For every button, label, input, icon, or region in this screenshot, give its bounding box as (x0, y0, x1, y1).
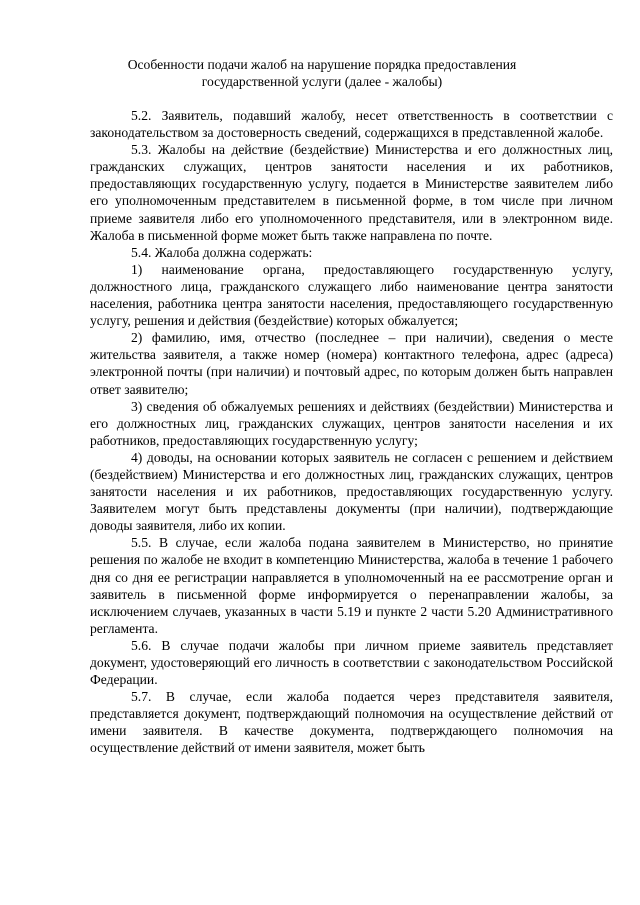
paragraph-5-7: 5.7. В случае, если жалоба подается через представителя заявителя, представляется документ, подтверждающий полномочия на осуществление действий от имени заявителя. В качестве документа, подтверждающего полномочия на осуществление действий от имени заявителя, может быть (90, 689, 613, 756)
paragraph-5-5: 5.5. В случае, если жалоба подана заявителем в Министерство, но принятие решения по жалобе не входит в компетенцию Министерства, жалоба в течение 1 рабочего дня со дня ее регистрации направляется в уполномоченный на ее рассмотрение орган и заявитель в письменной форме информируется о перенаправлении жалобы, за исключением случаев, указанных в части 5.19 и пункте 2 части 5.20 Административного регламента. (90, 535, 613, 636)
document-body (90, 107, 613, 757)
paragraph-5-2: 5.2. Заявитель, подавший жалобу, несет ответственность в соответствии с законодательством за достоверность сведений, содержащихся в представленной жалобе. (90, 108, 613, 141)
list-item-3: 3) сведения об обжалуемых решениях и действиях (бездействии) Министерства и его должностных лиц, гражданских служащих, центров занятости населения и их работников, предоставляющих государственную услугу; (90, 398, 613, 448)
heading-line-1: Особенности подачи жалоб на нарушение порядка предоставления (127, 57, 517, 72)
heading-line-2: государственной услуги (далее - жалобы) (201, 74, 443, 89)
list-item-2: 2) фамилию, имя, отчество (последнее – при наличии), сведения о месте жительства заявителя, а также номер (номера) контактного телефона, адрес (адреса) электронной почты (при наличии) и почтовый адрес, по которым должен быть направлен ответ заявителю; (90, 330, 613, 397)
paragraph-5-6: 5.6. В случае подачи жалобы при личном приеме заявитель представляет документ, удостоверяющий его личность в соответствии с законодательством Российской Федерации. (90, 637, 613, 688)
document-heading (90, 56, 554, 90)
paragraph-5-3: 5.3. Жалобы на действие (бездействие) Министерства и его должностных лиц, гражданских служащих, центров занятости населения и их работников, предоставляющих государственную услугу, подается в Министерстве заявителем либо его уполномоченным представителем в письменной форме, в том числе при личном приеме заявителя либо его уполномоченного представителя, или в электронном виде. Жалоба в письменной форме может быть также направлена по почте. (90, 142, 613, 243)
list-item-4: 4) доводы, на основании которых заявитель не согласен с решением и действием (бездействием) Министерства и его должностных лиц, гражданских служащих, центров занятости населения и их работников, предоставляющих государственную услугу. Заявителем могут быть представлены документы (при наличии), подтверждающие доводы заявителя, либо их копии. (90, 449, 613, 534)
list-item-1: 1) наименование органа, предоставляющего государственную услугу, должностного лица, гражданского служащего либо наименование центра занятости населения, работника центра занятости населения, предоставляющего государственную услугу, решения и действия (бездействие) которых обжалуется; (90, 261, 613, 329)
paragraph-5-4: 5.4. Жалоба должна содержать: (131, 244, 313, 260)
